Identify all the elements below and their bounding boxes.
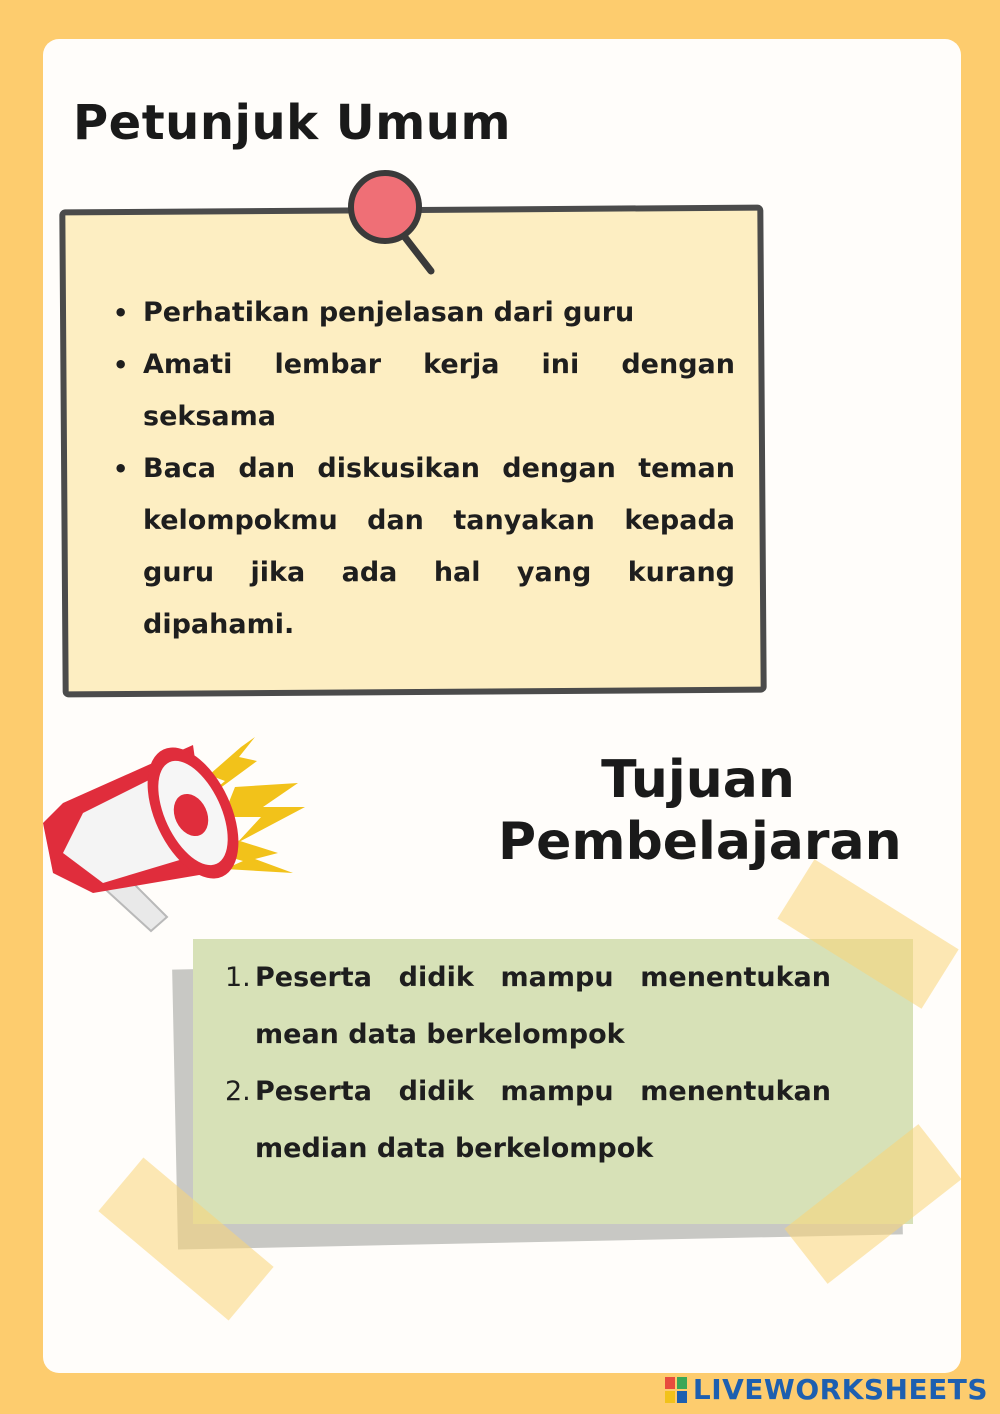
learning-objectives-title-line1: Tujuan [601,750,795,810]
objective-item [225,1063,831,1177]
general-instructions-title: Petunjuk Umum [73,95,511,151]
push-pin-icon [345,167,435,277]
objectives-list [225,949,831,1177]
objective-text: Peserta didik mampu menentukan median data berkelompok [255,1076,831,1164]
learning-objectives-title-line2: Pembelajaran [498,812,902,872]
instructions-list [143,287,735,651]
objective-text: Peserta didik mampu menentukan mean data berkelompok [255,962,831,1050]
megaphone-icon [43,703,343,933]
objective-item [225,949,831,1063]
worksheet-page [43,39,961,1373]
liveworksheets-watermark [665,1373,988,1406]
liveworksheets-logo-icon [665,1377,687,1403]
brand-name: LIVEWORKSHEETS [692,1373,988,1406]
objective-number: 2. [225,1076,251,1107]
instruction-item: • Amati lembar kerja ini dengan seksama [143,339,735,443]
instruction-item: • Perhatikan penjelasan dari guru [143,287,735,339]
instruction-item: • Baca dan diskusikan dengan teman kelompokmu dan tanyakan kepada guru jika ada hal yang kurang dipahami. [143,443,735,651]
learning-objectives-title [498,749,902,873]
objective-number: 1. [225,962,251,993]
